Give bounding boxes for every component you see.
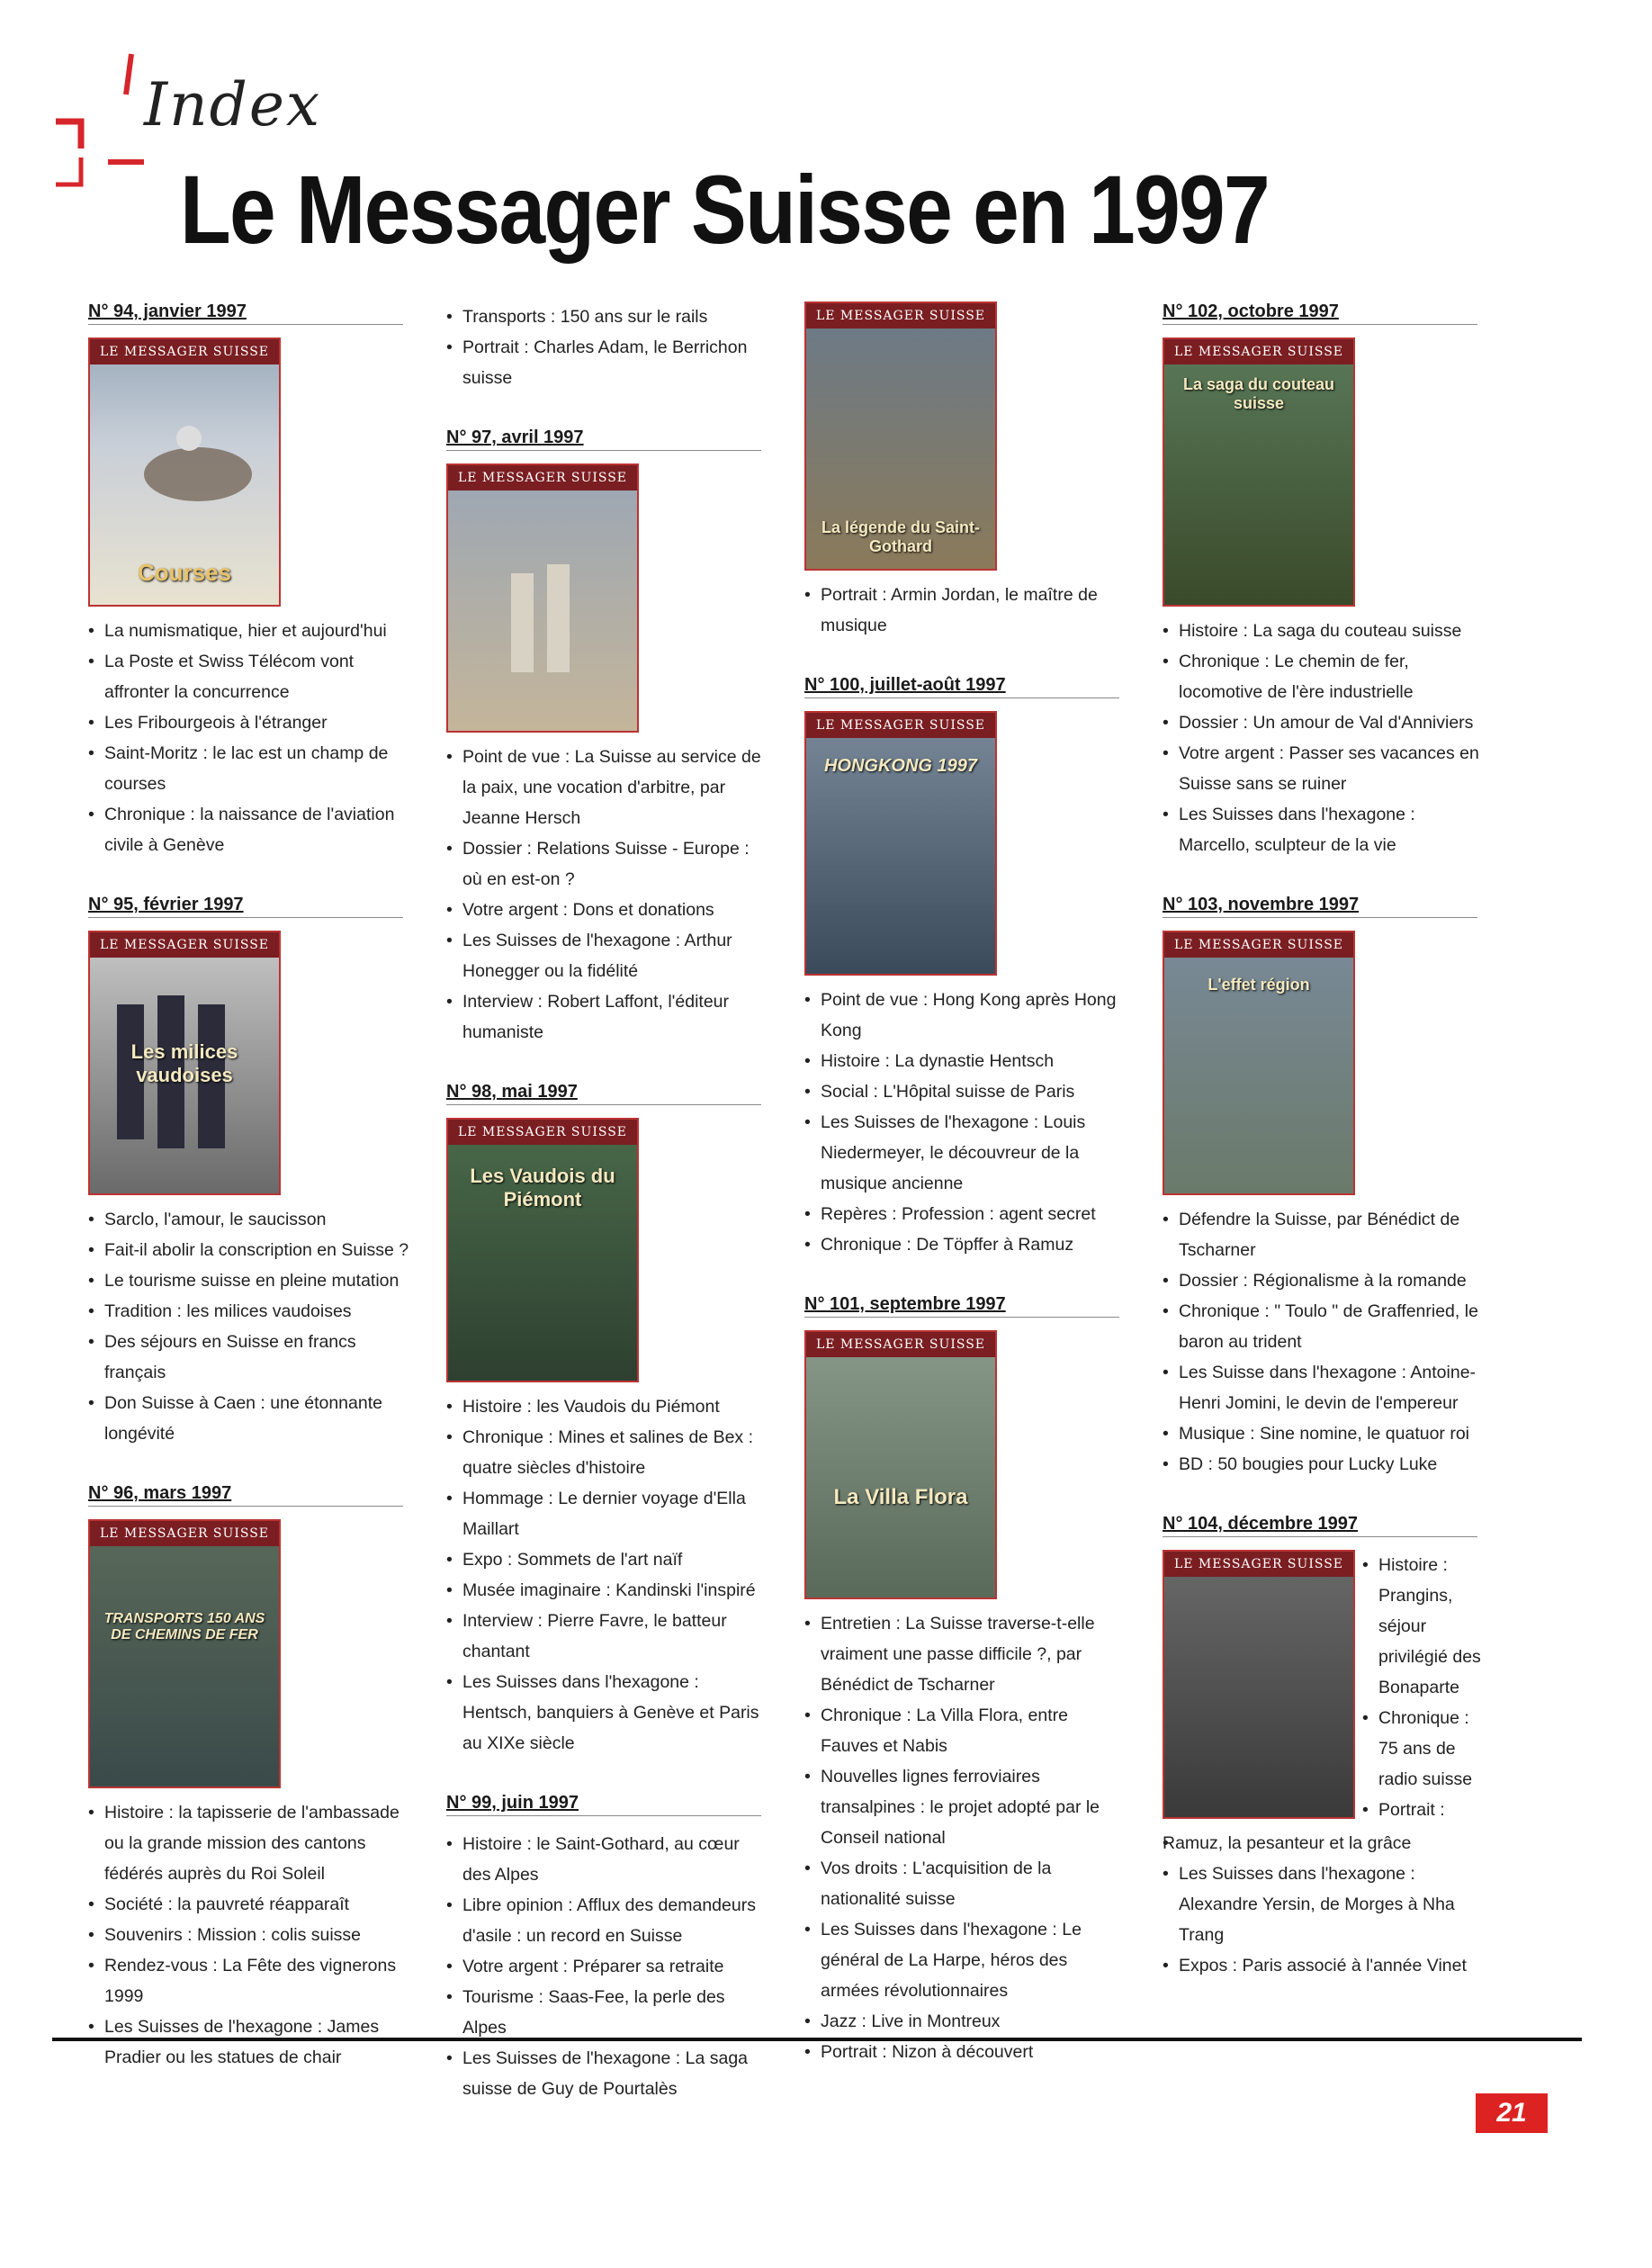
list-item: • Les Suisses dans l'hexagone : Hentsch, banquiers à Genève et Paris au XIXe siècle: [446, 1667, 770, 1759]
column-2: [446, 302, 770, 2138]
issue-heading: N° 95, février 1997: [88, 895, 403, 918]
list-item: • Les Suisses de l'hexagone : James Pradier ou les statues de chair: [88, 2012, 412, 2073]
list-item: • La Poste et Swiss Télécom vont affronter la concurrence: [88, 646, 412, 707]
issue-heading: N° 94, janvier 1997: [88, 302, 403, 325]
list-item: • Chronique : De Töpffer à Ramuz: [804, 1229, 1128, 1260]
list-item: • Des séjours en Suisse en francs français: [88, 1327, 412, 1388]
list-item: • Souvenirs : Mission : colis suisse: [88, 1920, 412, 1950]
issue-heading: N° 102, octobre 1997: [1163, 302, 1477, 325]
list-item: • Histoire : la tapisserie de l'ambassade ou la grande mission des cantons fédérés auprès du Roi Soleil: [88, 1797, 412, 1889]
list-item: • Chronique : " Toulo " de Graffenried, le baron au trident: [1163, 1296, 1486, 1357]
column-3: [804, 302, 1128, 2102]
article-list: [88, 1797, 412, 2073]
article-list: [1362, 1550, 1486, 1828]
issue-100: [804, 675, 1128, 1260]
list-item: • Les Suisses de l'hexagone : Louis Niedermeyer, le découvreur de la musique ancienne: [804, 1107, 1128, 1199]
column-1: [88, 302, 412, 2107]
list-item: • Social : L'Hôpital suisse de Paris: [804, 1076, 1128, 1107]
issue-96: [88, 1483, 412, 2073]
column-4: [1163, 302, 1486, 2015]
list-item: • La numismatique, hier et aujourd'hui: [88, 616, 412, 646]
issue-heading: N° 100, juillet-août 1997: [804, 675, 1119, 698]
cover-image: LE MESSAGER SUISSE HONGKONG 1997: [804, 711, 997, 976]
figures-illustration: [448, 465, 637, 731]
list-item: • Portrait : Charles Adam, le Berrichon suisse: [446, 332, 770, 393]
article-list: [804, 580, 1128, 641]
list-item: • Transports : 150 ans sur le rails: [446, 302, 770, 332]
list-item: • Portrait : Nizon à découvert: [804, 2037, 1128, 2067]
list-item: • Nouvelles lignes ferroviaires transalpines : le projet adopté par le Conseil national: [804, 1761, 1128, 1853]
issue-96-continued: [446, 302, 770, 393]
article-list: [446, 1391, 770, 1759]
list-item: • Votre argent : Dons et donations: [446, 895, 770, 925]
cover-image: LE MESSAGER SUISSE: [1163, 1550, 1355, 1819]
bottom-divider: [52, 2038, 1582, 2041]
list-item: • BD : 50 bougies pour Lucky Luke: [1163, 1449, 1486, 1480]
list-item: • Histoire : les Vaudois du Piémont: [446, 1391, 770, 1422]
cover-image: LE MESSAGER SUISSE: [446, 464, 639, 733]
article-list: [804, 985, 1128, 1260]
article-list: [1163, 1828, 1486, 1981]
issue-heading: N° 99, juin 1997: [446, 1793, 761, 1816]
issue-102: [1163, 302, 1486, 860]
list-item: • Portrait :: [1362, 1795, 1486, 1825]
issue-heading: N° 97, avril 1997: [446, 428, 761, 451]
article-list: [1163, 1204, 1486, 1480]
article-list: [88, 616, 412, 860]
list-item: • Rendez-vous : La Fête des vignerons 1999: [88, 1950, 412, 2012]
article-list: [88, 1204, 412, 1449]
list-item: • Musée imaginaire : Kandinski l'inspiré: [446, 1575, 770, 1606]
page-number: 21: [1476, 2093, 1548, 2133]
list-item: • Chronique : Le chemin de fer, locomotive de l'ère industrielle: [1163, 646, 1486, 707]
list-item: • Chronique : 75 ans de radio suisse: [1362, 1703, 1486, 1795]
article-list: [446, 302, 770, 393]
list-item: • Les Suisse dans l'hexagone : Antoine-Henri Jomini, le devin de l'empereur: [1163, 1357, 1486, 1418]
page-title: Le Messager Suisse en 1997: [180, 155, 1269, 264]
issue-97: [446, 428, 770, 1048]
list-item: • Histoire : Prangins, séjour privilégié des Bonaparte: [1362, 1550, 1486, 1703]
list-item: • Le tourisme suisse en pleine mutation: [88, 1265, 412, 1296]
list-item: • Point de vue : La Suisse au service de la paix, une vocation d'arbitre, par Jeanne Hersch: [446, 742, 770, 833]
list-item: • Votre argent : Passer ses vacances en Suisse sans se ruiner: [1163, 738, 1486, 799]
list-item: • Libre opinion : Afflux des demandeurs d'asile : un record en Suisse: [446, 1890, 770, 1951]
issue-heading: N° 104, décembre 1997: [1163, 1514, 1477, 1537]
list-item: • Musique : Sine nomine, le quatuor roi: [1163, 1418, 1486, 1449]
issue-heading: N° 103, novembre 1997: [1163, 895, 1477, 918]
list-item: • Histoire : le Saint-Gothard, au cœur des Alpes: [446, 1829, 770, 1890]
cover-image: LE MESSAGER SUISSE L'effet région: [1163, 931, 1355, 1195]
list-item: • Sarclo, l'amour, le saucisson: [88, 1204, 412, 1235]
issue-101: [804, 1294, 1128, 2067]
list-item: • Ramuz, la pesanteur et la grâce: [1163, 1828, 1486, 1858]
cover-image: LE MESSAGER SUISSE Les milices vaudoises: [88, 931, 281, 1195]
list-item: • Histoire : La saga du couteau suisse: [1163, 616, 1486, 646]
list-item: • Chronique : Mines et salines de Bex : quatre siècles d'histoire: [446, 1422, 770, 1483]
list-item: • Les Suisses de l'hexagone : Arthur Honegger ou la fidélité: [446, 925, 770, 986]
issue-98: [446, 1082, 770, 1759]
issue-95: [88, 895, 412, 1449]
issue-103: [1163, 895, 1486, 1480]
issue-104: [1163, 1514, 1486, 1981]
list-item: • Les Suisses dans l'hexagone : Marcello, sculpteur de la vie: [1163, 799, 1486, 860]
list-item: • Société : la pauvreté réapparaît: [88, 1889, 412, 1920]
list-item: • Tradition : les milices vaudoises: [88, 1296, 412, 1327]
issue-heading: N° 101, septembre 1997: [804, 1294, 1119, 1318]
list-item: • Interview : Pierre Favre, le batteur chantant: [446, 1606, 770, 1667]
cover-image: LE MESSAGER SUISSE TRANSPORTS 150 ANS DE CHEMINS DE FER: [88, 1519, 281, 1788]
list-item: • Saint-Moritz : le lac est un champ de courses: [88, 738, 412, 799]
cover-image: LE MESSAGER SUISSE Les Vaudois du Piémont: [446, 1118, 639, 1382]
list-item: • Expos : Paris associé à l'année Vinet: [1163, 1950, 1486, 1981]
list-item: • Dossier : Relations Suisse - Europe : où en est-on ?: [446, 833, 770, 895]
article-list: [1163, 616, 1486, 860]
list-item: • Chronique : La Villa Flora, entre Fauves et Nabis: [804, 1700, 1128, 1761]
article-list: [446, 742, 770, 1048]
list-item: • Don Suisse à Caen : une étonnante longévité: [88, 1388, 412, 1449]
list-item: • Point de vue : Hong Kong après Hong Kong: [804, 985, 1128, 1046]
issue-94: [88, 302, 412, 860]
list-item: • Défendre la Suisse, par Bénédict de Tscharner: [1163, 1204, 1486, 1265]
swiss-cross-logo: [45, 50, 153, 202]
cover-image: LE MESSAGER SUISSE La saga du couteau suisse: [1163, 338, 1355, 607]
list-item: • Expo : Sommets de l'art naïf: [446, 1544, 770, 1575]
issue-heading: N° 98, mai 1997: [446, 1082, 761, 1105]
cover-image: LE MESSAGER SUISSE La légende du Saint-Gothard: [804, 302, 997, 571]
list-item: • Interview : Robert Laffont, l'éditeur humaniste: [446, 986, 770, 1048]
list-item: • Fait-il abolir la conscription en Suisse ?: [88, 1235, 412, 1265]
list-item: • Tourisme : Saas-Fee, la perle des Alpes: [446, 1982, 770, 2043]
list-item: • Hommage : Le dernier voyage d'Ella Maillart: [446, 1483, 770, 1544]
article-list: [446, 1829, 770, 2104]
cover-image: LE MESSAGER SUISSE La Villa Flora: [804, 1330, 997, 1599]
list-item: • Entretien : La Suisse traverse-t-elle vraiment une passe difficile ?, par Bénédict de Tscharner: [804, 1608, 1128, 1700]
list-item: • Vos droits : L'acquisition de la nationalité suisse: [804, 1853, 1128, 1914]
list-item: • Dossier : Un amour de Val d'Anniviers: [1163, 707, 1486, 738]
list-item: • Chronique : la naissance de l'aviation civile à Genève: [88, 799, 412, 860]
index-heading: Index: [144, 70, 322, 140]
list-item: • Repères : Profession : agent secret: [804, 1199, 1128, 1229]
list-item: • Les Suisses dans l'hexagone : Alexandre Yersin, de Morges à Nha Trang: [1163, 1858, 1486, 1950]
list-item: • Portrait : Armin Jordan, le maître de musique: [804, 580, 1128, 641]
list-item: • Jazz : Live in Montreux: [804, 2006, 1128, 2037]
list-item: • Votre argent : Préparer sa retraite: [446, 1951, 770, 1982]
issue-99: [446, 1793, 770, 2104]
issue-99-continued: [804, 302, 1128, 641]
list-item: • Les Suisses de l'hexagone : La saga suisse de Guy de Pourtalès: [446, 2043, 770, 2104]
list-item: • Histoire : La dynastie Hentsch: [804, 1046, 1128, 1076]
cover-image: LE MESSAGER SUISSE Courses: [88, 338, 281, 607]
issue-heading: N° 96, mars 1997: [88, 1483, 403, 1507]
list-item: • Dossier : Régionalisme à la romande: [1163, 1265, 1486, 1296]
list-item: • Les Suisses dans l'hexagone : Le général de La Harpe, héros des armées révolutionnaires: [804, 1914, 1128, 2006]
list-item: • Les Fribourgeois à l'étranger: [88, 707, 412, 738]
article-list: [804, 1608, 1128, 2067]
